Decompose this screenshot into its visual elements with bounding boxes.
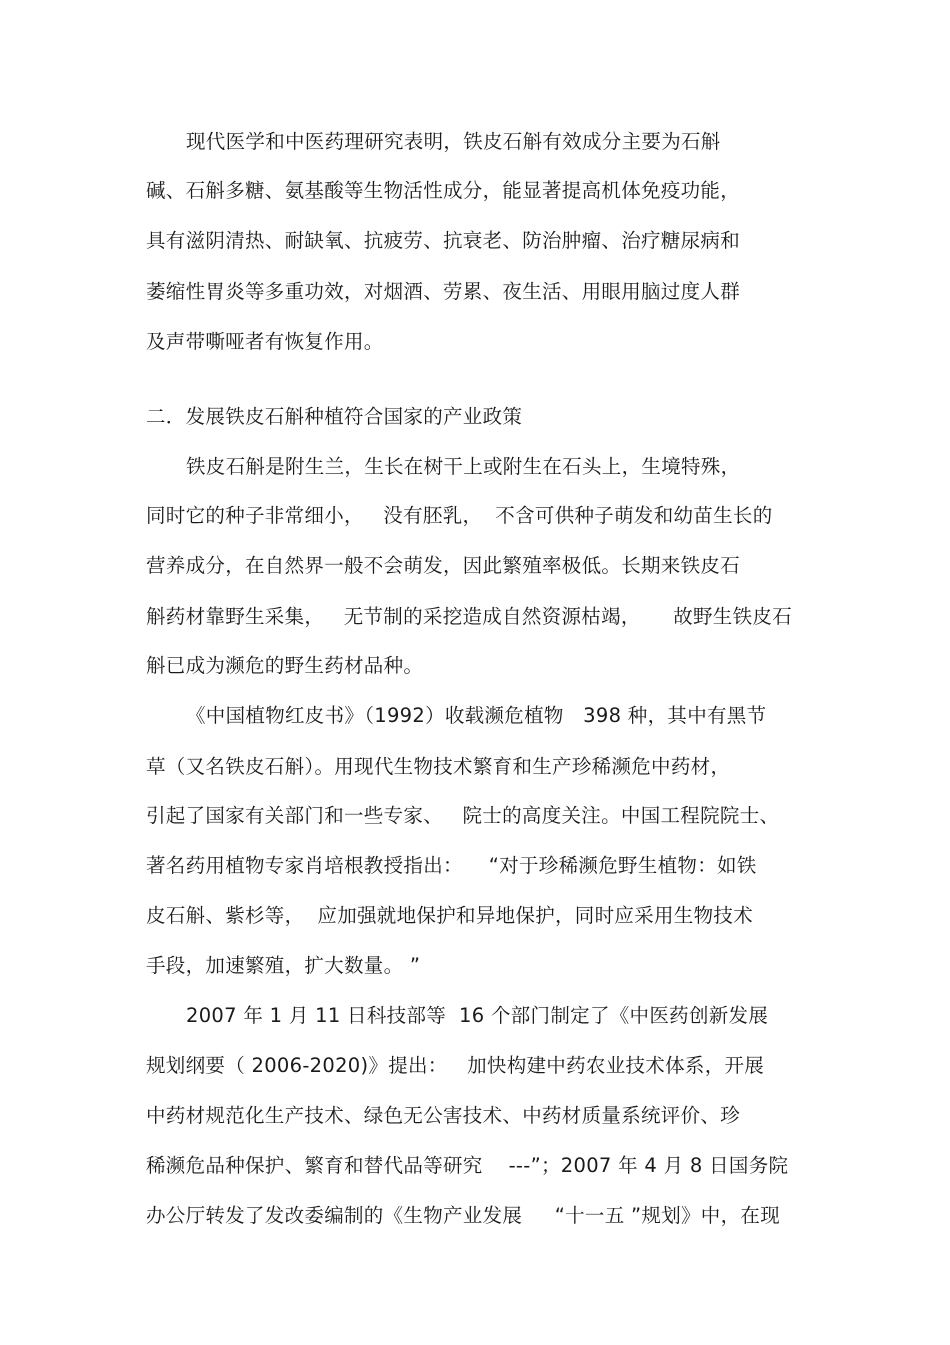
paragraph-4-line-3: 中药材规范化生产技术、绿色无公害技术、中药材质量系统评价、珍 [146,1104,741,1127]
paragraph-1-line-5: 及声带嘶哑者有恢复作用。 [146,330,384,353]
paragraph-4-line-4: 稀濒危品种保护、繁育和替代品等研究 ---”；2007 年 4 月 8 日国务院 [146,1154,789,1177]
paragraph-3-line-6: 手段，加速繁殖，扩大数量。 ” [146,954,421,977]
paragraph-3-line-4: 著名药用植物专家肖培根教授指出： “对于珍稀濒危野生植物：如铁 [146,854,757,877]
paragraph-4-line-1: 2007 年 1 月 11 日科技部等 16 个部门制定了《中医药创新发展 [186,1004,769,1027]
paragraph-3-line-3: 引起了国家有关部门和一些专家、 院士的高度关注。中国工程院院士、 [146,804,780,827]
paragraph-1-line-2: 碱、石斛多糖、氨基酸等生物活性成分，能显著提高机体免疫功能， [146,179,741,202]
paragraph-2-line-3: 营养成分，在自然界一般不会萌发，因此繁殖率极低。长期来铁皮石 [146,554,741,577]
paragraph-1-line-3: 具有滋阴清热、耐缺氧、抗疲劳、抗衰老、防治肿瘤、治疗糖尿病和 [146,229,741,252]
paragraph-2-line-5: 斛已成为濒危的野生药材品种。 [146,654,424,677]
paragraph-2-line-4: 斛药材靠野生采集， 无节制的采挖造成自然资源枯竭， 故野生铁皮石 [146,605,792,628]
paragraph-2-line-2: 同时它的种子非常细小， 没有胚乳， 不含可供种子萌发和幼苗生长的 [146,504,773,527]
paragraph-1-line-4: 萎缩性胃炎等多重功效，对烟酒、劳累、夜生活、用眼用脑过度人群 [146,280,741,303]
paragraph-3-line-5: 皮石斛、紫杉等， 应加强就地保护和异地保护，同时应采用生物技术 [146,904,753,927]
paragraph-4-line-2: 规划纲要（ 2006-2020)》提出： 加快构建中药农业技术体系，开展 [146,1054,765,1077]
paragraph-2-line-1: 铁皮石斛是附生兰，生长在树干上或附生在石头上，生境特殊， [186,455,741,478]
paragraph-1-line-1: 现代医学和中医药理研究表明，铁皮石斛有效成分主要为石斛 [186,130,721,153]
paragraph-4-line-5: 办公厅转发了发改委编制的《生物产业发展 “十一五 ”规划》中，在现 [146,1204,780,1227]
paragraph-3-line-2: 草（又名铁皮石斛）。用现代生物技术繁育和生产珍稀濒危中药材， [146,755,731,778]
paragraph-3-line-1: 《中国植物红皮书》（1992）收载濒危植物 398 种，其中有黑节 [186,704,767,727]
section-heading: 二．发展铁皮石斛种植符合国家的产业政策 [146,405,523,428]
